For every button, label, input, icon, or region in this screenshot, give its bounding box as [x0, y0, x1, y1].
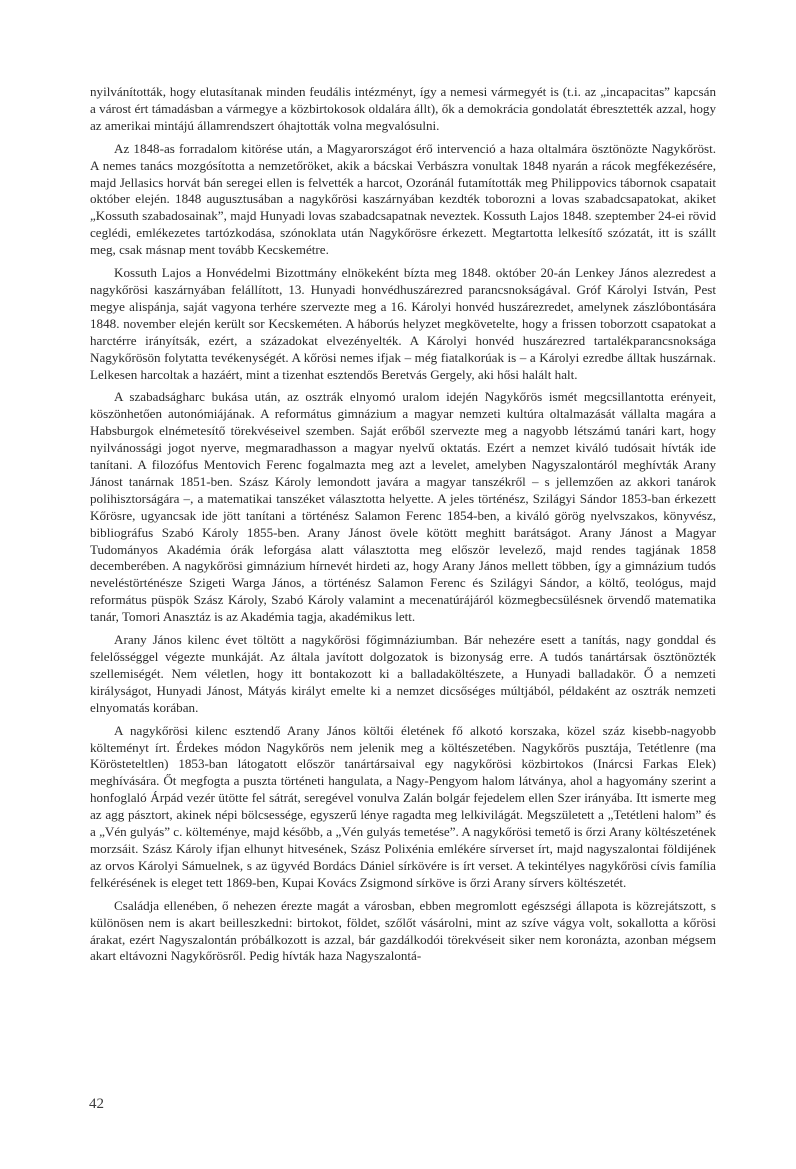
paragraph: Arany János kilenc évet töltött a nagykőrösi főgimnáziumban. Bár nehezére esett a tanítás, nagy gonddal és felelősséggel végezte munkáját. Az általa javított dolgozatok is bizonyság erre. A tudós tanártársak ösztönözték szellemiségét. Nem véletlen, hogy itt bontakozott ki a balladaköltészete, a Hunyadi balladakör. Ő a nemzeti királyságot, Hunyadi Jánost, Mátyás királyt emelte ki a nemzet dicsőséges múltjából, példaként az osztrák nemzeti elnyomatás korában.: [90, 632, 716, 715]
paragraph: A nagykőrösi kilenc esztendő Arany János költői életének fő alkotó korszaka, közel száz kisebb-nagyobb költeményt írt. Érdekes módon Nagykőrös nem jelenik meg a költészetében. Nagykőrös pusztája, Tetétlenre (ma Körösteteltlen) 1853-ban látogatott először tanártársaival egy nagykőrösi közbirtokos (Inárcsi Farkas Elek) meghívására. Őt megfogta a puszta történeti hangulata, a Nagy-Pengyom halom látványa, ahol a hagyomány szerint a honfoglaló Árpád vezér ütötte fel sátrát, seregével vonulva Zalán bolgár fejedelem ellen Szer irányába. Itt ismerte meg az agg pásztort, akinek népi bölcsessége, egyszerű lénye ragadta meg lelkivilágát. Megszületett a „Tetétleni halom” és a „Vén gulyás” c. költeménye, majd később, a „Vén gulyás temetése”. A nagykőrösi temető is őrzi Arany költészetének morzsáit. Szász Károly ifjan elhunyt hitvesének, Szász Polixénia emlékére sírverset írt, majd nagyszalontai földijének az orvos Károlyi Sámuelnek, s az ügyvéd Bordács Dániel sírkövére is írt verset. A tekintélyes nagykőrösi cívis família felkérésének is eleget tett 1869-ben, Kupai Kovács Zsigmond sírköve is őrzi Arany sírvers költészetét.: [90, 722, 716, 890]
page-number: 42: [89, 1096, 104, 1112]
paragraph: Családja ellenében, ő nehezen érezte magát a városban, ebben megromlott egészségi állapota is közrejátszott, s különösen nem is akart beilleszkedni: birtokot, földet, szőlőt vásárolni, mint az szíve vágya volt, sokallotta a kőrösi árakat, ezért Nagyszalontán próbálkozott is azzal, bár gazdálkodói törekvéseit siker nem koronázta, azonban mégsem akart eltávozni Nagykőrösről. Pedig hívták haza Nagyszalontá-: [90, 897, 716, 964]
paragraph: Az 1848-as forradalom kitörése után, a Magyarországot érő intervenció a haza oltalmára ösztönözte Nagykőröst. A nemes tanács mozgósította a nemzetőröket, akik a bácskai Verbászra vonultak 1848 nyarán a rácok megfékezésére, majd Jellasics horvát bán seregei ellen is felvették a harcot, Ozoránál futamították meg Philippovics tábornok csapatait október elején. 1848 augusztusában a nagykőrösi kaszárnyában kezdték toborozni a lovas szabadcsapatokat, akiket „Kossuth szabadosainak”, majd Hunyadi lovas szabadcsapatnak neveztek. Kossuth Lajos 1848. szeptember 24-ei rövid ceglédi, emlékezetes tartózkodása, szónoklata után Nagykőrösre érkezett. Megtartotta lelkesítő szózatát, itt is szállt meg, csak másnap ment tovább Kecskemétre.: [90, 140, 716, 258]
paragraph: nyilvánították, hogy elutasítanak minden feudális intézményt, így a nemesi vármegyét is (t.i. az „incapacitas” kapcsán a várost ért támadásban a vármegye a közbirtokosok oldalára állt), ők a demokrácia gondolatát ébresztették azzal, hogy az amerikai mintájú államrendszert óhajtották volna megvalósulni.: [90, 84, 716, 133]
paragraph: Kossuth Lajos a Honvédelmi Bizottmány elnökeként bízta meg 1848. október 20-án Lenkey János alezredest a nagykőrösi kaszárnyában felállított, 13. Hunyadi honvédhuszárezred parancsnokságával. Gróf Károlyi István, Pest megye alispánja, saját vagyona terhére szervezte meg a 16. Károlyi honvéd huszárezredet, amelynek zászlóbontására 1848. november elején került sor Kecskeméten. A háborús helyzet megkövetelte, hogy a frissen toborzott csapatokat a harctérre irányítsák, ezért, a századokat elvezényelték. A Károlyi honvéd huszárezred tartalékparancsnoksága Nagykőrösön folytatta tevékenységét. A kőrösi nemes ifjak – még fiatalkorúak is – a Károlyi ezredbe álltak huszárnak. Lelkesen harcoltak a hazáért, mint a tizenhat esztendős Beretvás Gergely, aki hősi halált halt.: [90, 265, 716, 382]
body-text: [90, 84, 716, 971]
paragraph: A szabadságharc bukása után, az osztrák elnyomó uralom idején Nagykőrös ismét megcsillantotta erényeit, köszönhetően autonómiájának. A református gimnázium a magyar nemzeti kultúra oltalmazását vállalta magára a Habsburgok elnémetesítő törekvéseivel szemben. Saját erőből szervezte meg a nagyobb létszámú tanári kart, hogy nyilvánossági jogot nyerve, megmaradhasson a magyar nyelvű oktatás. Ezért a nemzet kiváló tudósait hívták ide tanítani. A filozófus Mentovich Ferenc fogalmazta meg azt a levelet, amelyben Nagyszalontáról meghívták Arany Jánost tanárnak 1851-ben. Szász Károly lemondott javára a magyar tanszékről – s jellemzően az akkori tanárok polihisztorságára –, a matematikai tanszéket választotta helyette. A jeles történész, Szilágyi Sándor 1853-ban érkezett Kőrösre, ugyancsak ide jött tanítani a történész Salamon Ferenc 1854-ben, a kiváló görög nyelvszakos, könyvész, bibliográfus Szabó Károly 1855-ben. Arany Jánost övele kötött meghitt barátságot. Arany Jánost a Magyar Tudományos Akadémia órák leforgása alatt választotta meg először levelező, majd rendes tagjának 1858 decemberében. A nagykőrösi gimnázium hírnevét hirdeti az, hogy Arany János mellett többen, így a gimnázium tudós neveléstörténésze Szigeti Warga János, a történész Salamon Ferenc és Szilágyi Sándor, a költő, teológus, majd református püspök Szász Károly, Szabó Károly valamint a mecenatúrájáról közmegbecsülésnek örvendő matematika tanár, Tomori Anasztáz is az Akadémia tagja, akadémikus lett.: [90, 389, 716, 625]
